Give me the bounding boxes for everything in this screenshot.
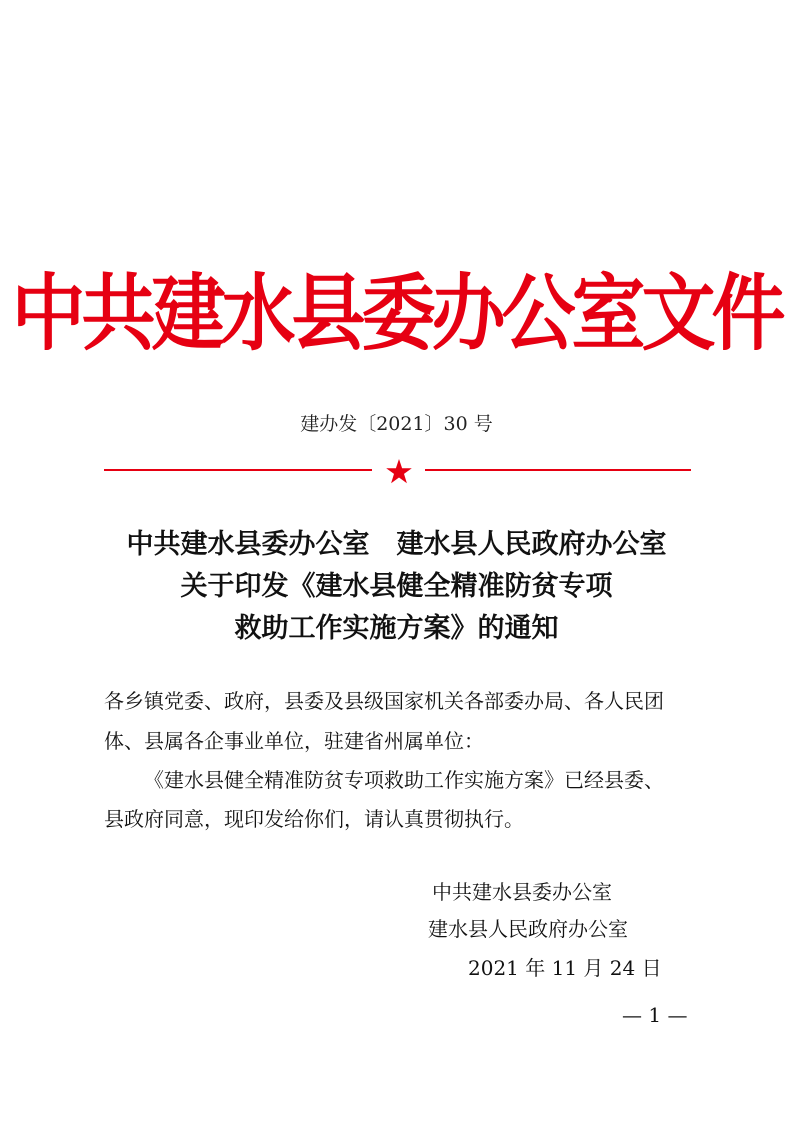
title-line: 中共建水县委办公室 建水县人民政府办公室 [126,529,667,560]
body-paragraph-line: 县政府同意，现印发给你们，请认真贯彻执行。 [104,807,524,831]
red-divider-left [104,469,372,471]
issuer-signature: 中共建水县委办公室 [432,880,612,904]
document-masthead: 中共建水县委办公室文件 [11,265,782,363]
addressee-line: 体、县属各企事业单位，驻建省州属单位： [104,729,484,753]
title-line: 关于印发《建水县健全精准防贫专项 [180,571,613,602]
body-paragraph-line: 《建水县健全精准防贫专项救助工作实施方案》已经县委、 [144,768,664,792]
title-line: 救助工作实施方案》的通知 [234,613,559,644]
star-icon [385,458,413,486]
document-number: 建办发〔2021〕30 号 [300,413,493,435]
addressee-line: 各乡镇党委、政府，县委及县级国家机关各部委办局、各人民团 [104,689,664,713]
issue-date: 2021 年 11 月 24 日 [468,956,662,980]
issuer-signature: 建水县人民政府办公室 [428,917,628,941]
document-title [0,524,793,650]
page-number: — 1 — [622,1003,688,1027]
red-divider-right [425,469,691,471]
